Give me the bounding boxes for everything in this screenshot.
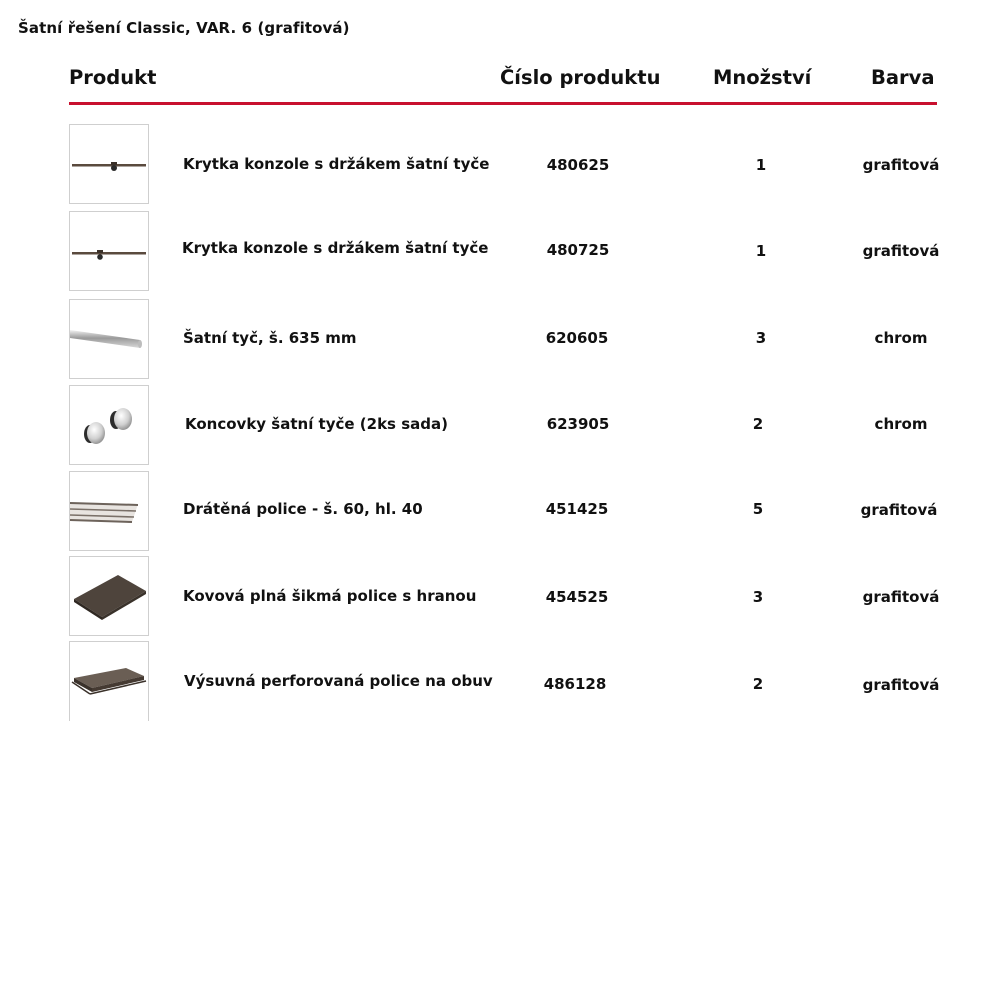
product-name: Kovová plná šikmá police s hranou — [183, 587, 477, 605]
wardrobe-rod-icon — [69, 299, 149, 379]
wire-shelf-icon — [69, 471, 149, 551]
product-color: grafitová — [860, 501, 938, 519]
table-row — [0, 211, 1000, 293]
table-row — [0, 641, 1000, 721]
header-product-number: Číslo produktu — [500, 66, 661, 89]
header-color: Barva — [871, 66, 935, 89]
product-quantity: 1 — [755, 242, 767, 260]
product-number: 480625 — [546, 156, 610, 174]
product-name: Šatní tyč, š. 635 mm — [183, 329, 357, 347]
product-color: grafitová — [862, 588, 940, 606]
product-number: 451425 — [545, 500, 609, 518]
product-quantity: 3 — [752, 588, 764, 606]
product-name: Krytka konzole s držákem šatní tyče — [183, 155, 490, 173]
table-row — [0, 124, 1000, 206]
product-number: 620605 — [545, 329, 609, 347]
shoe-shelf-icon — [69, 641, 149, 721]
table-row — [0, 556, 1000, 638]
product-color: chrom — [874, 329, 928, 347]
product-name: Koncovky šatní tyče (2ks sada) — [185, 415, 448, 433]
product-number: 454525 — [545, 588, 609, 606]
header-divider — [69, 102, 937, 105]
bracket-cover-icon — [69, 124, 149, 204]
table-row — [0, 299, 1000, 381]
product-quantity: 5 — [752, 500, 764, 518]
product-number: 623905 — [546, 415, 610, 433]
sloped-shelf-icon — [69, 556, 149, 636]
table-row — [0, 471, 1000, 553]
rod-end-caps-icon — [69, 385, 149, 465]
product-quantity: 2 — [752, 415, 764, 433]
header-quantity: Množství — [713, 66, 812, 89]
bracket-cover-icon — [69, 211, 149, 291]
product-name: Výsuvná perforovaná police na obuv — [184, 672, 493, 690]
product-name: Krytka konzole s držákem šatní tyče — [182, 239, 489, 257]
table-row — [0, 385, 1000, 467]
product-quantity: 2 — [752, 675, 764, 693]
product-color: grafitová — [862, 242, 940, 260]
page-title: Šatní řešení Classic, VAR. 6 (grafitová) — [18, 19, 350, 37]
product-number: 480725 — [546, 241, 610, 259]
product-color: grafitová — [862, 156, 940, 174]
product-quantity: 3 — [755, 329, 767, 347]
product-color: grafitová — [862, 676, 940, 694]
product-name: Drátěná police - š. 60, hl. 40 — [183, 500, 423, 518]
product-number: 486128 — [543, 675, 607, 693]
header-product: Produkt — [69, 66, 157, 89]
product-quantity: 1 — [755, 156, 767, 174]
product-color: chrom — [874, 415, 928, 433]
